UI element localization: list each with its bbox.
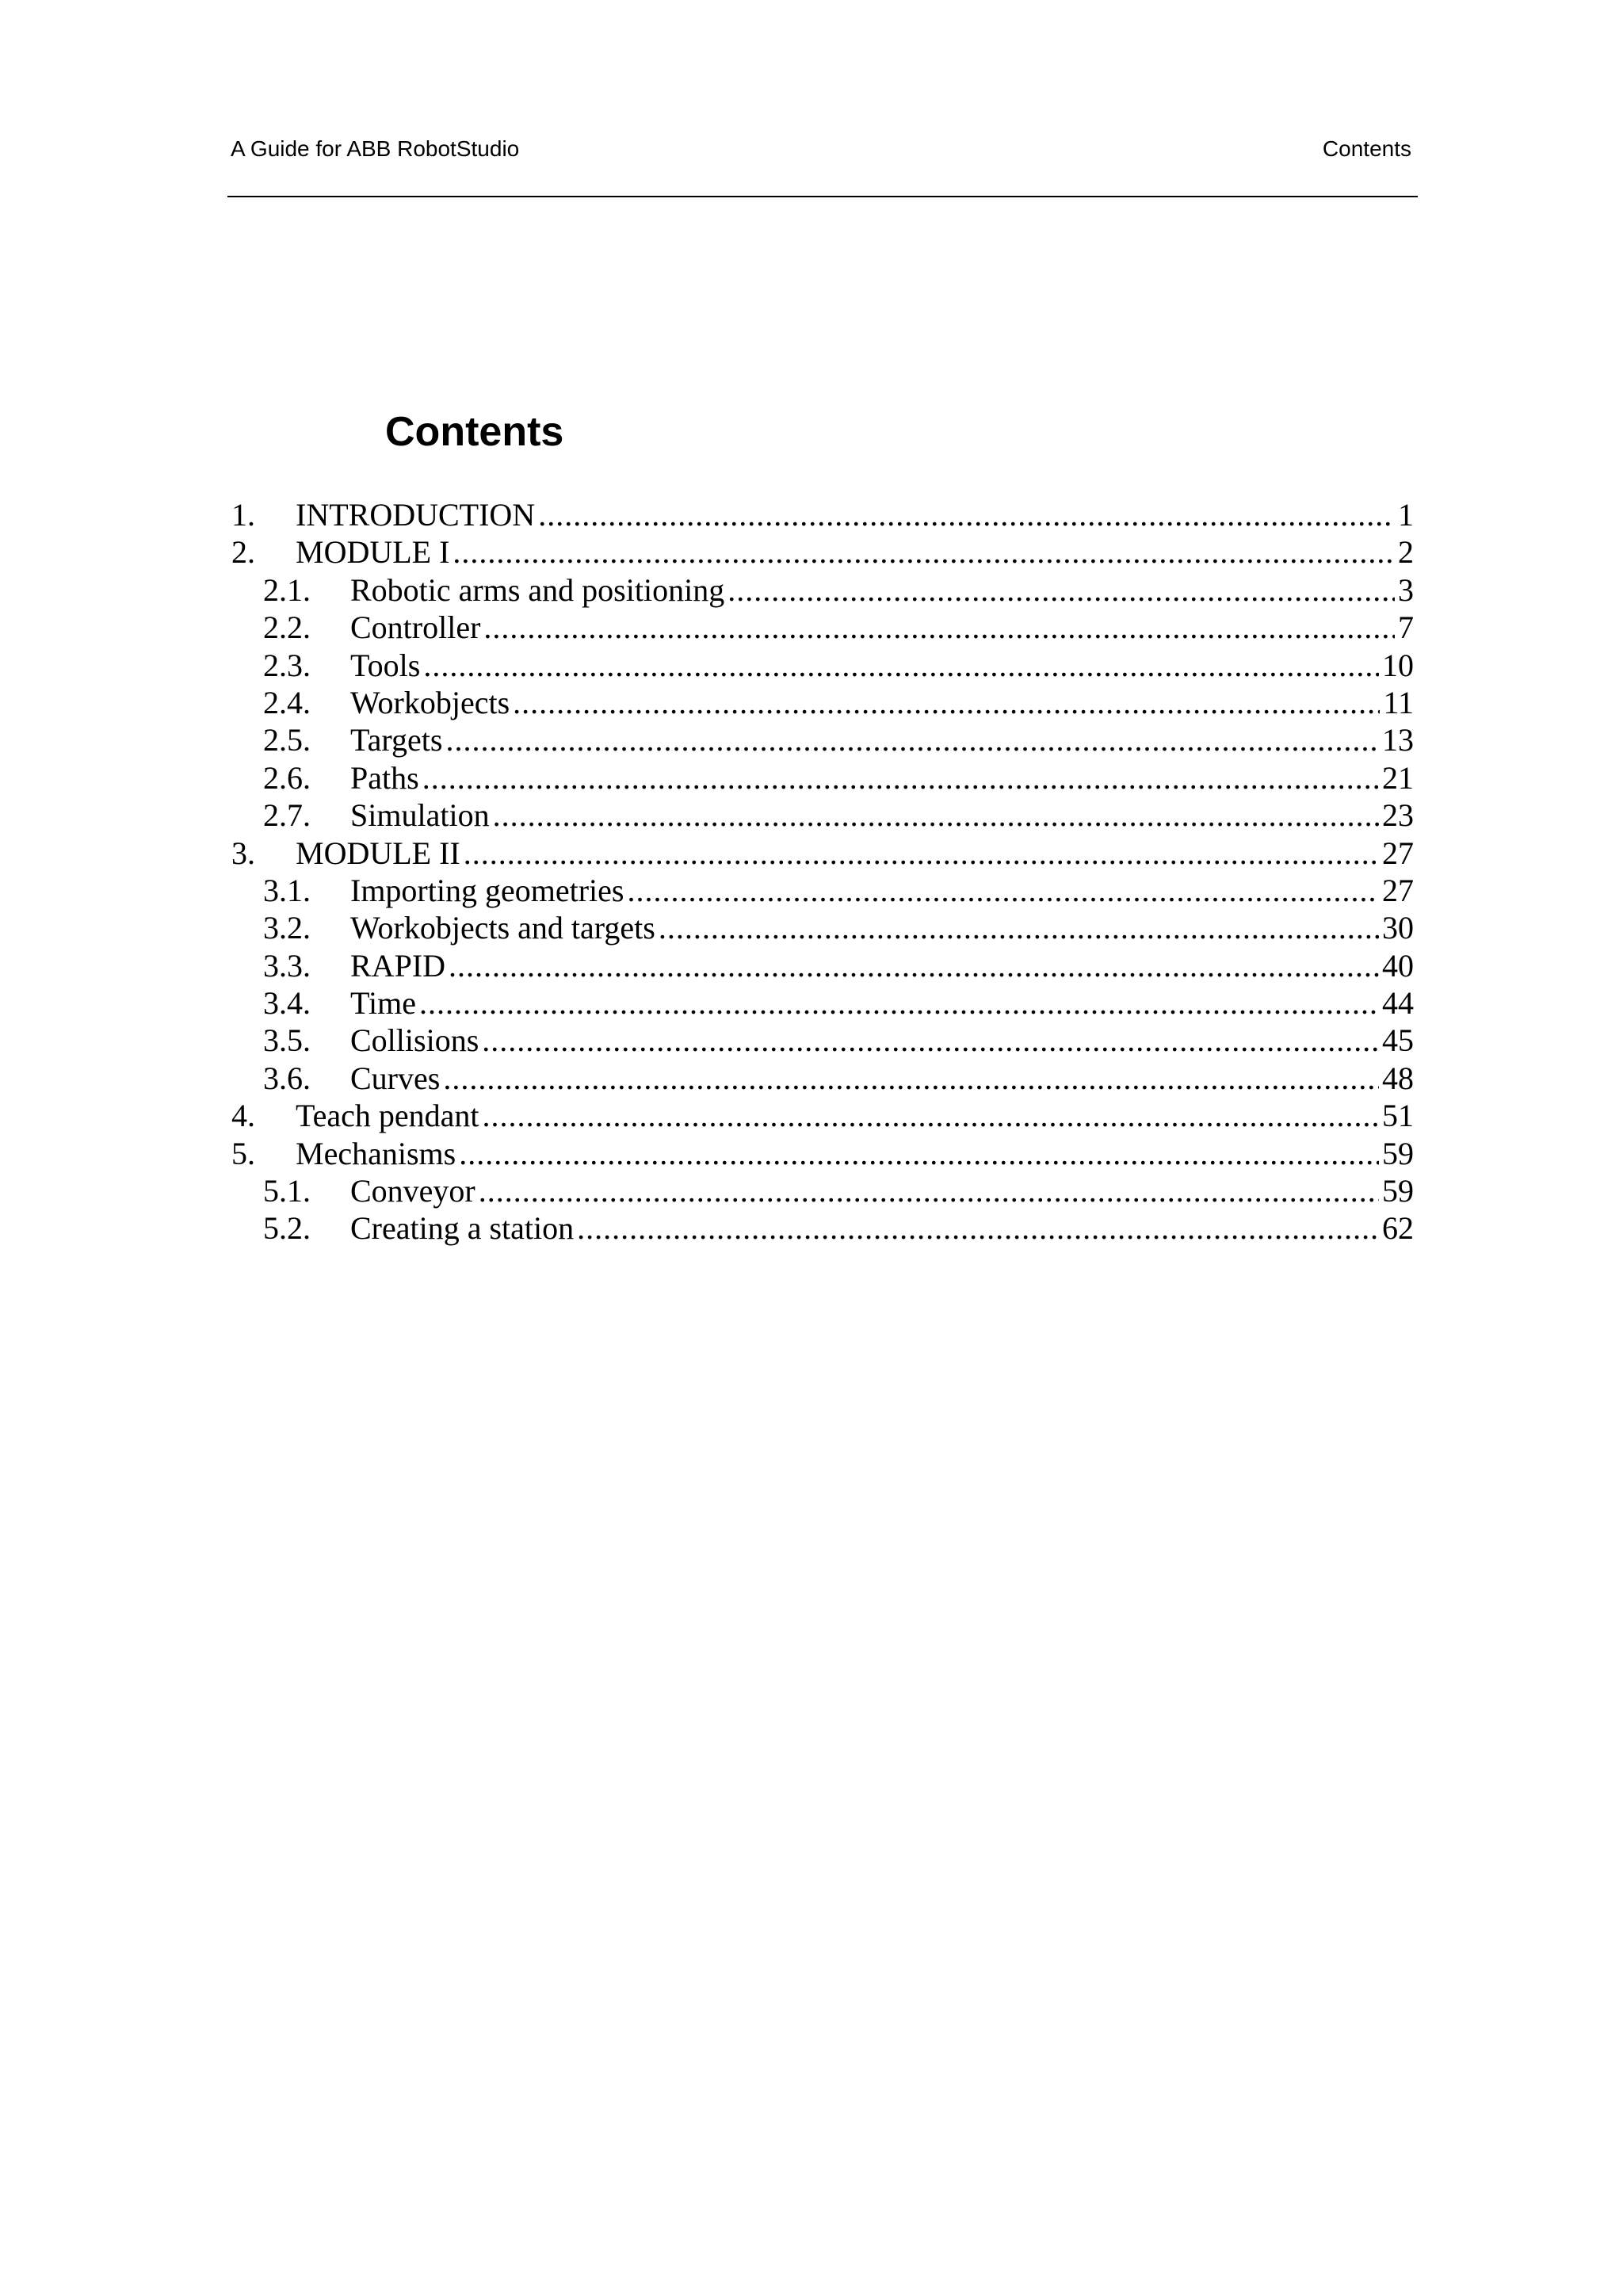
toc-entry-number: 2.5. bbox=[263, 722, 311, 758]
toc-entry-label: Importing geometries bbox=[350, 872, 624, 908]
toc-entry-number: 2.7. bbox=[263, 797, 311, 834]
toc-dot-leader bbox=[727, 571, 1395, 609]
toc-entry-label: Curves bbox=[350, 1060, 441, 1096]
toc-entry[interactable] bbox=[231, 721, 1414, 758]
toc-entry-body bbox=[350, 759, 1414, 797]
toc-entry[interactable] bbox=[231, 984, 1414, 1022]
toc-dot-leader bbox=[483, 609, 1395, 646]
toc-entry-label: Workobjects bbox=[350, 684, 510, 720]
toc-entry-body bbox=[350, 684, 1414, 721]
toc-entry-number: 3.4. bbox=[263, 985, 311, 1022]
toc-entry-label: Conveyor bbox=[350, 1173, 475, 1209]
toc-entry[interactable] bbox=[231, 947, 1414, 984]
toc-entry-number: 3.2. bbox=[263, 910, 311, 946]
toc-entry-page-number: 59 bbox=[1382, 1173, 1414, 1209]
toc-entry-body bbox=[296, 533, 1414, 571]
toc-entry-label: RAPID bbox=[350, 947, 446, 984]
toc-entry-label: Targets bbox=[350, 722, 443, 758]
page-title: Contents bbox=[385, 409, 564, 455]
header-book-title: A Guide for ABB RobotStudio bbox=[231, 136, 520, 161]
toc-entry-page-number: 13 bbox=[1382, 722, 1414, 758]
toc-dot-leader bbox=[538, 496, 1395, 533]
toc-entry-body bbox=[350, 571, 1414, 609]
toc-entry[interactable] bbox=[231, 571, 1414, 609]
toc-dot-leader bbox=[479, 1172, 1379, 1209]
toc-entry[interactable] bbox=[231, 496, 1414, 533]
toc-dot-leader bbox=[513, 684, 1380, 721]
toc-entry[interactable] bbox=[231, 1060, 1414, 1097]
toc-dot-leader bbox=[627, 872, 1379, 909]
toc-entry-label: MODULE II bbox=[296, 835, 460, 871]
page-header bbox=[227, 133, 1415, 165]
toc-entry-label: Collisions bbox=[350, 1022, 479, 1059]
toc-dot-leader bbox=[577, 1209, 1379, 1247]
toc-entry[interactable] bbox=[231, 1097, 1414, 1134]
toc-dot-leader bbox=[453, 533, 1395, 571]
toc-entry-body bbox=[296, 835, 1414, 872]
toc-entry-number: 1. bbox=[231, 497, 255, 533]
toc-entry-label: Tools bbox=[350, 647, 421, 683]
toc-entry-body bbox=[350, 1209, 1414, 1247]
toc-entry-label: Simulation bbox=[350, 797, 490, 834]
toc-entry-number: 3.3. bbox=[263, 947, 311, 984]
header-section-title: Contents bbox=[1322, 136, 1411, 161]
toc-entry[interactable] bbox=[231, 1209, 1414, 1247]
toc-entry-page-number: 1 bbox=[1398, 497, 1414, 533]
toc-entry-page-number: 40 bbox=[1382, 947, 1414, 984]
toc-entry-page-number: 3 bbox=[1398, 571, 1414, 608]
toc-entry-number: 5. bbox=[231, 1135, 255, 1171]
toc-entry-page-number: 62 bbox=[1382, 1210, 1414, 1247]
toc-entry-body bbox=[350, 909, 1414, 946]
toc-entry-page-number: 10 bbox=[1382, 647, 1414, 683]
toc-entry-body bbox=[350, 647, 1414, 684]
toc-entry-label: Mechanisms bbox=[296, 1135, 456, 1171]
toc-entry-body bbox=[350, 609, 1414, 646]
toc-entry[interactable] bbox=[231, 533, 1414, 571]
toc-entry-body bbox=[296, 1135, 1414, 1172]
toc-entry-body bbox=[350, 1022, 1414, 1059]
toc-entry[interactable] bbox=[231, 647, 1414, 684]
toc-dot-leader bbox=[423, 647, 1379, 684]
toc-entry-page-number: 59 bbox=[1382, 1135, 1414, 1171]
toc-entry-number: 2. bbox=[231, 534, 255, 571]
toc-entry-number: 3. bbox=[231, 835, 255, 871]
toc-entry-body bbox=[350, 1172, 1414, 1209]
toc-entry-label: Paths bbox=[350, 759, 419, 796]
toc-entry[interactable] bbox=[231, 1022, 1414, 1059]
toc-entry-label: MODULE I bbox=[296, 534, 450, 571]
toc-entry[interactable] bbox=[231, 1135, 1414, 1172]
toc-entry-page-number: 7 bbox=[1398, 609, 1414, 646]
toc-entry-page-number: 48 bbox=[1382, 1060, 1414, 1096]
toc-entry-page-number: 30 bbox=[1382, 910, 1414, 946]
toc-entry-page-number: 27 bbox=[1382, 872, 1414, 908]
toc-entry-label: Teach pendant bbox=[296, 1098, 479, 1134]
toc-entry[interactable] bbox=[231, 835, 1414, 872]
toc-dot-leader bbox=[449, 947, 1379, 984]
toc-entry-page-number: 27 bbox=[1382, 835, 1414, 871]
toc-dot-leader bbox=[459, 1135, 1379, 1172]
toc-dot-leader bbox=[482, 1022, 1379, 1059]
toc-entry[interactable] bbox=[231, 872, 1414, 909]
toc-dot-leader bbox=[422, 759, 1379, 797]
toc-dot-leader bbox=[443, 1060, 1379, 1097]
toc-entry-number: 3.1. bbox=[263, 872, 311, 908]
toc-entry-page-number: 51 bbox=[1382, 1098, 1414, 1134]
toc-entry-label: Time bbox=[350, 985, 417, 1022]
toc-entry-number: 2.1. bbox=[263, 571, 311, 608]
toc-entry-number: 4. bbox=[231, 1098, 255, 1134]
toc-entry-number: 3.5. bbox=[263, 1022, 311, 1059]
toc-entry[interactable] bbox=[231, 797, 1414, 834]
toc-entry-body bbox=[350, 984, 1414, 1022]
toc-entry-number: 2.2. bbox=[263, 609, 311, 646]
toc-entry-page-number: 44 bbox=[1382, 985, 1414, 1022]
toc-entry-number: 2.3. bbox=[263, 647, 311, 683]
toc-entry-number: 2.4. bbox=[263, 684, 311, 720]
toc-entry-number: 5.1. bbox=[263, 1173, 311, 1209]
toc-entry-page-number: 21 bbox=[1382, 759, 1414, 796]
toc-entry-body bbox=[350, 797, 1414, 834]
toc-entry-body bbox=[350, 721, 1414, 758]
toc-entry-body bbox=[350, 947, 1414, 984]
toc-entry-label: Creating a station bbox=[350, 1210, 575, 1247]
toc-entry-label: Workobjects and targets bbox=[350, 910, 655, 946]
toc-entry-page-number: 45 bbox=[1382, 1022, 1414, 1059]
toc-dot-leader bbox=[659, 909, 1379, 946]
toc-entry-label: Controller bbox=[350, 609, 481, 646]
toc-entry-page-number: 11 bbox=[1383, 684, 1414, 720]
toc-entry[interactable] bbox=[231, 684, 1414, 721]
toc-entry-label: INTRODUCTION bbox=[296, 497, 536, 533]
toc-entry-page-number: 23 bbox=[1382, 797, 1414, 834]
header-divider bbox=[227, 196, 1418, 197]
toc-entry-number: 2.6. bbox=[263, 759, 311, 796]
toc-dot-leader bbox=[445, 721, 1379, 758]
toc-entry-body bbox=[296, 1097, 1414, 1134]
toc-entry-label: Robotic arms and positioning bbox=[350, 571, 725, 608]
toc-entry-body bbox=[350, 1060, 1414, 1097]
toc-dot-leader bbox=[419, 984, 1379, 1022]
toc-entry-body bbox=[350, 872, 1414, 909]
toc-entry[interactable] bbox=[231, 909, 1414, 946]
toc-entry[interactable] bbox=[231, 609, 1414, 646]
toc-dot-leader bbox=[464, 835, 1379, 872]
toc-entry-body bbox=[296, 496, 1414, 533]
toc-entry-number: 5.2. bbox=[263, 1210, 311, 1247]
toc-dot-leader bbox=[493, 797, 1379, 834]
toc-entry-page-number: 2 bbox=[1398, 534, 1414, 571]
toc-entry[interactable] bbox=[231, 1172, 1414, 1209]
toc-entry[interactable] bbox=[231, 759, 1414, 797]
toc-dot-leader bbox=[483, 1097, 1379, 1134]
table-of-contents bbox=[231, 496, 1414, 1247]
toc-entry-number: 3.6. bbox=[263, 1060, 311, 1096]
